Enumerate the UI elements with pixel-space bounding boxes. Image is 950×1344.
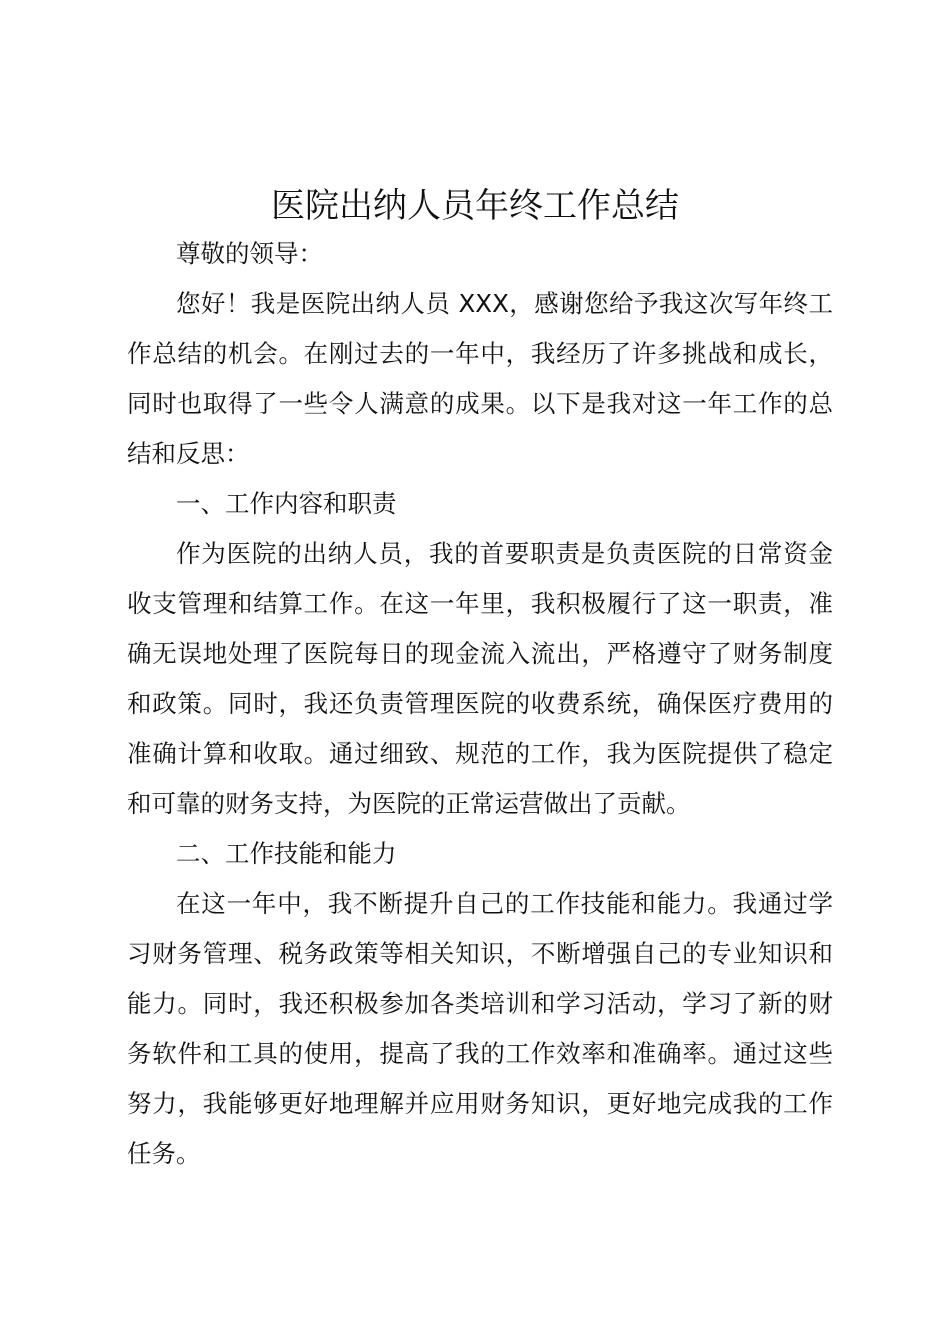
- section-1-paragraph: 作为医院的出纳人员，我的首要职责是负责医院的日常资金收支管理和结算工作。在这一年里，我积极履行了这一职责，准确无误地处理了医院每日的现金流入流出，严格遵守了财务制度和政策。同时，我还负责管理医院的收费系统，确保医疗费用的准确计算和收取。通过细致、规范的工作，我为医院提供了稳定和可靠的财务支持，为医院的正常运营做出了贡献。: [127, 539, 833, 818]
- intro-paragraph: 您好！我是医院出纳人员 XXX，感谢您给予我这次写年终工作总结的机会。在刚过去的一年中，我经历了许多挑战和成长，同时也取得了一些令人满意的成果。以下是我对这一年工作的总结和反思：: [127, 289, 833, 468]
- section-heading-2: 二、工作技能和能力: [176, 839, 397, 868]
- document-body: [127, 229, 833, 1179]
- section-heading-1: 一、工作内容和职责: [176, 489, 397, 518]
- document-title: 医院出纳人员年终工作总结: [271, 186, 679, 226]
- section-2-paragraph: 在这一年中，我不断提升自己的工作技能和能力。我通过学习财务管理、税务政策等相关知识，不断增强自己的专业知识和能力。同时，我还积极参加各类培训和学习活动，学习了新的财务软件和工具的使用，提高了我的工作效率和准确率。通过这些努力，我能够更好地理解并应用财务知识，更好地完成我的工作任务。: [127, 889, 833, 1168]
- salutation: 尊敬的领导：: [176, 239, 323, 268]
